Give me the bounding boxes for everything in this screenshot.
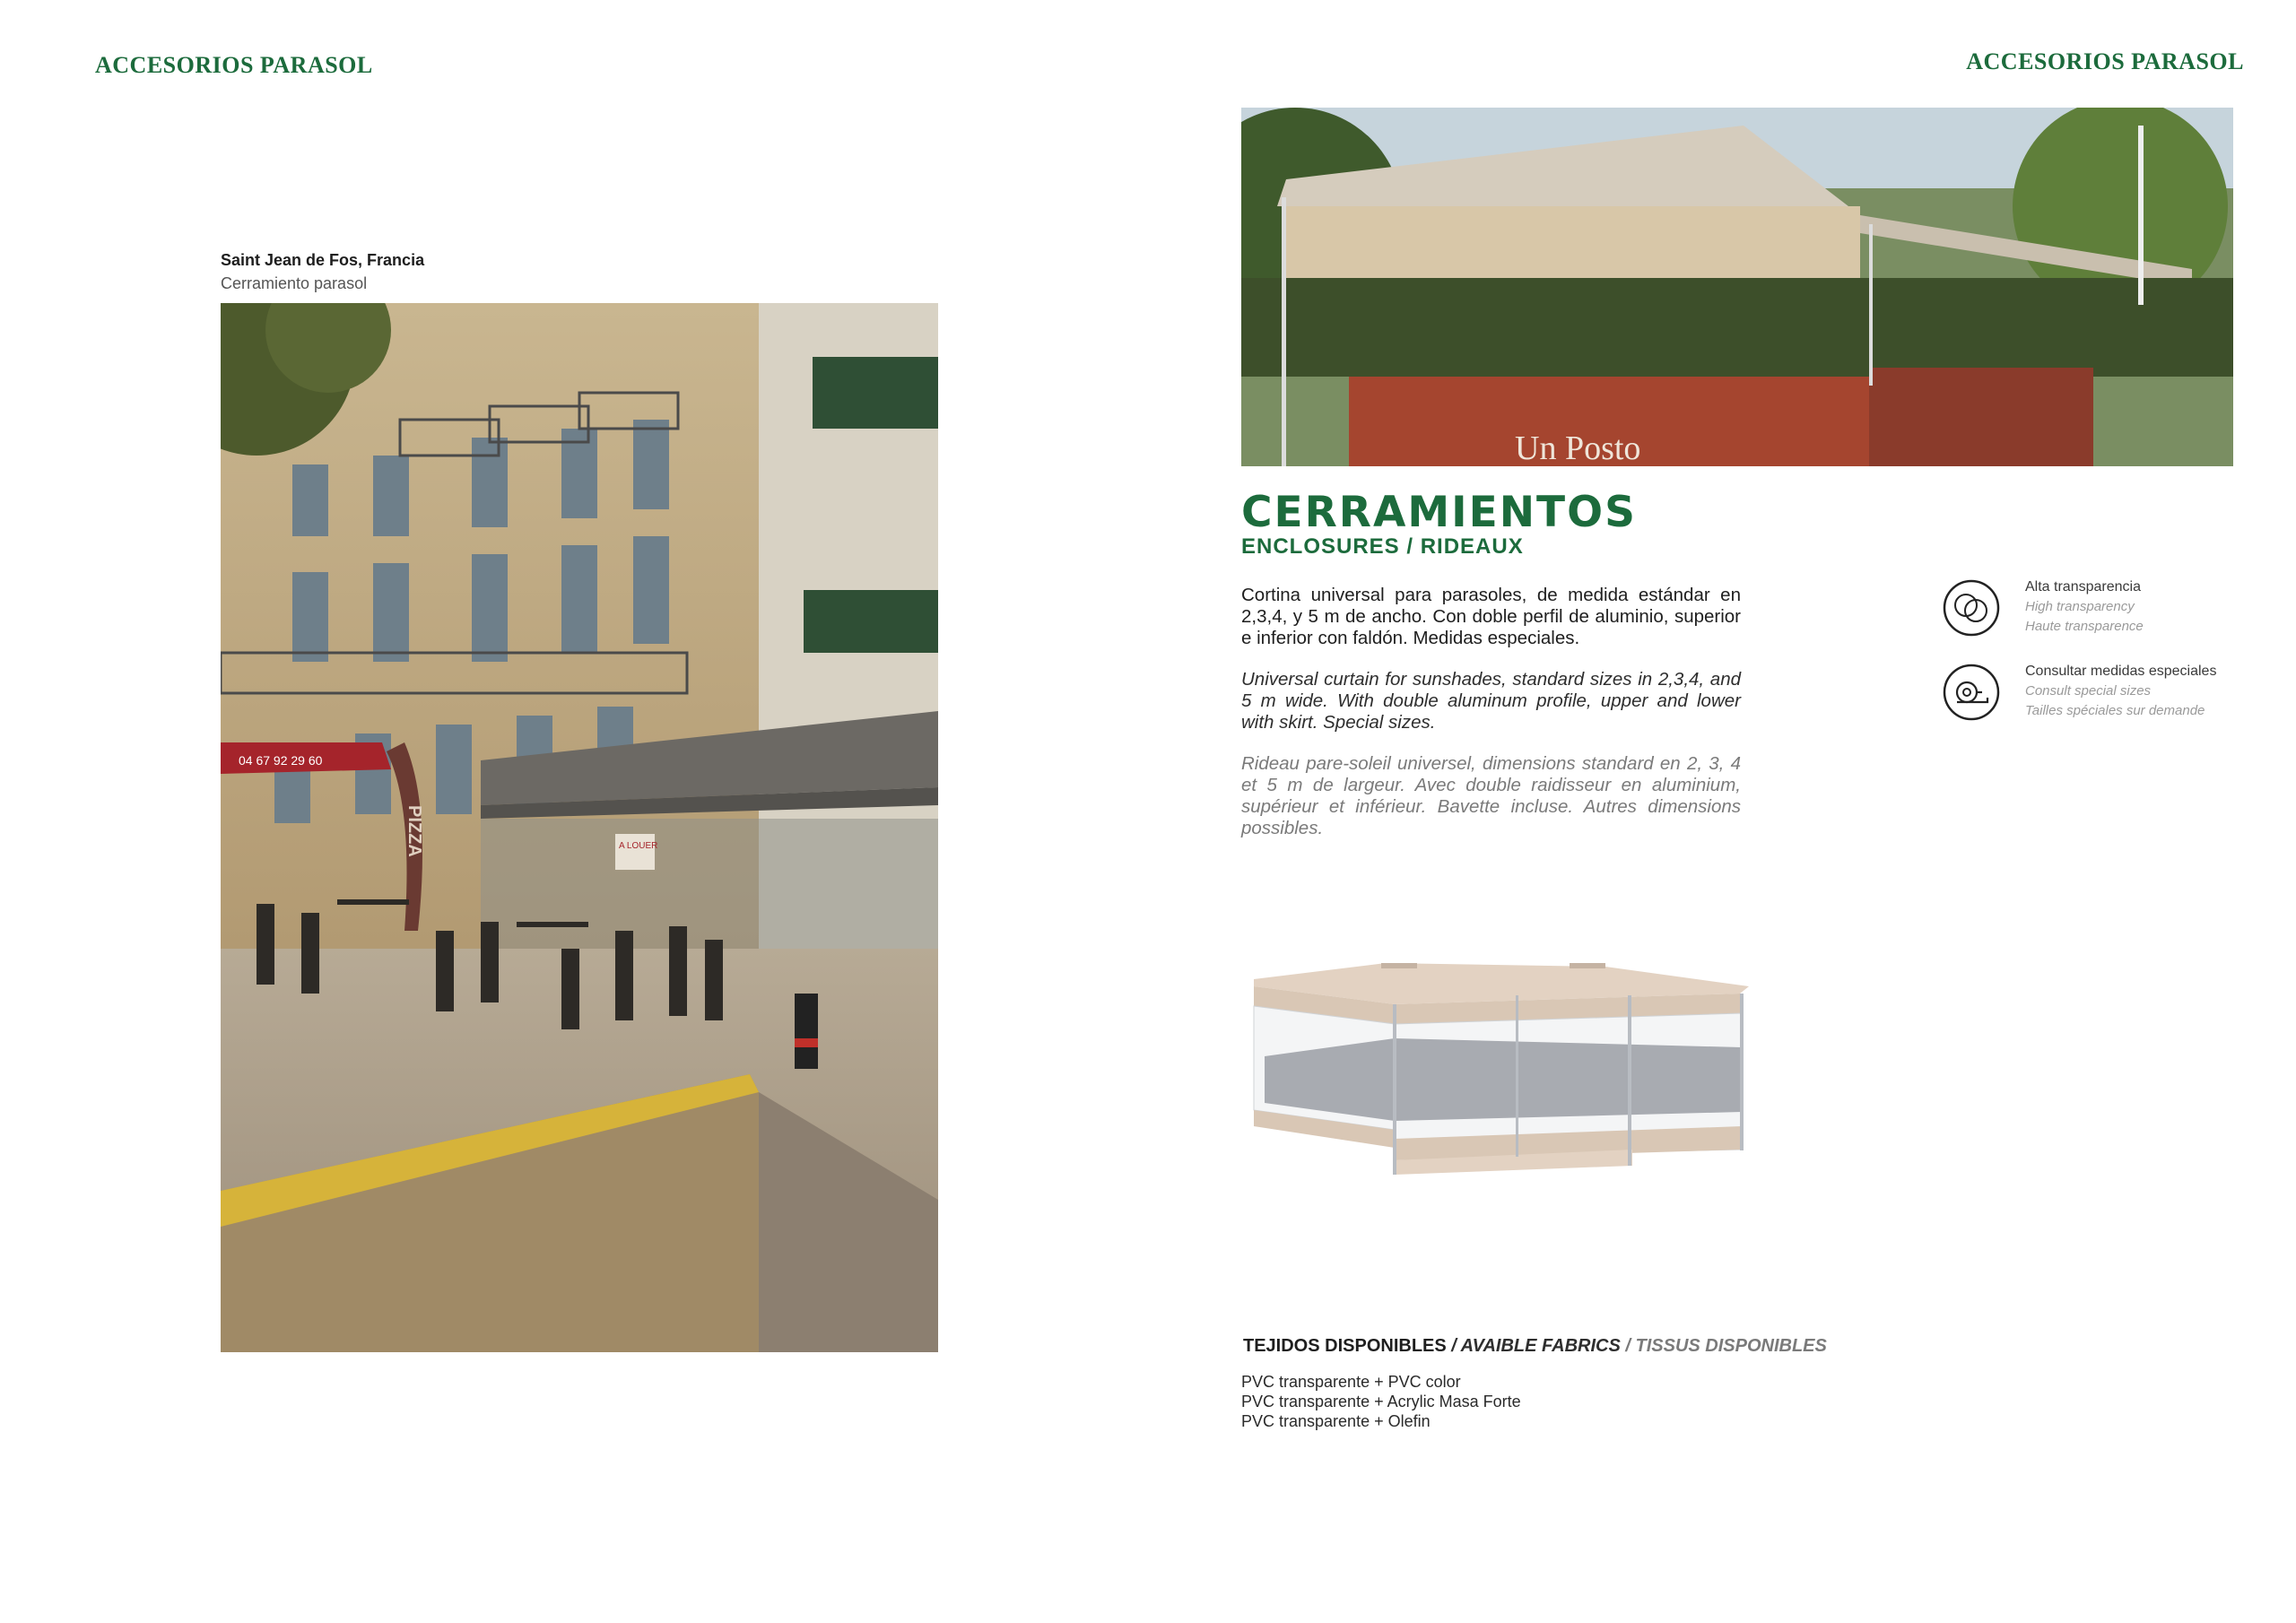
feature-transparency-en: High transparency: [2025, 599, 2135, 614]
feature-special-sizes-en: Consult special sizes: [2025, 683, 2152, 699]
feature-special-sizes-fr: Tailles spéciales sur demande: [2025, 703, 2205, 718]
fabrics-title: [1243, 1336, 1827, 1357]
restaurant-sign: Un Posto: [1515, 430, 1641, 466]
enclosure-product-render: [1247, 950, 1758, 1211]
for-rent-sign-bg: [615, 834, 658, 870]
measuring-tape-icon: [1943, 664, 2000, 721]
description-french: Rideau pare-soleil universel, dimensions standard en 2, 3, 4 et 5 m de largeur. Avec double raidisseur en aluminium, supérieur et inférieur. Bavette incluse. Autres dimensions possibles.: [1241, 753, 1741, 838]
description-english: Universal curtain for sunshades, standard sizes in 2,3,4, and 5 m wide. With double aluminum profile, upper and lower with skirt. Special sizes.: [1241, 669, 1741, 733]
photo-caption-subtitle: Cerramiento parasol: [221, 274, 368, 292]
street-terrace-photo: [221, 303, 938, 1352]
fabrics-title-fr: / TISSUS DISPONIBLES: [1625, 1336, 1827, 1356]
running-head-right: ACCESORIOS PARASOL: [1966, 48, 2244, 74]
transparency-circles-icon: [1943, 579, 2000, 637]
street-terrace-illustration: [221, 303, 938, 1352]
fabric-item: PVC transparente + Acrylic Masa Forte: [1241, 1393, 1521, 1410]
fabric-item: PVC transparente + PVC color: [1241, 1373, 1461, 1391]
description-spanish: Cortina universal para parasoles, de medida estándar en 2,3,4, y 5 m de ancho. Con doble perfil de aluminio, superior e inferior con faldón. Medidas especiales.: [1241, 585, 1741, 648]
fabrics-title-es: TEJIDOS DISPONIBLES: [1243, 1336, 1447, 1356]
shop-phone-sign: 04 67 92 29 60: [239, 753, 323, 768]
feature-special-sizes-es: Consultar medidas especiales: [2025, 664, 2217, 679]
for-rent-sign: A LOUER: [619, 841, 658, 851]
feature-transparency-es: Alta transparencia: [2025, 579, 2141, 595]
restaurant-terrace-photo: [1241, 108, 2233, 466]
product-subtitle: ENCLOSURES / RIDEAUX: [1241, 534, 1524, 559]
running-head-left: ACCESORIOS PARASOL: [95, 52, 373, 78]
fabrics-title-en: / AVAIBLE FABRICS: [1451, 1336, 1621, 1356]
restaurant-terrace-illustration: [1241, 108, 2233, 466]
pizza-flag-sign: PIZZA: [404, 805, 424, 857]
fabric-item: PVC transparente + Olefin: [1241, 1412, 1431, 1430]
feature-transparency-fr: Haute transparence: [2025, 619, 2144, 634]
product-title: CERRAMIENTOS: [1241, 488, 1637, 537]
photo-caption-place: Saint Jean de Fos, Francia: [221, 251, 425, 269]
